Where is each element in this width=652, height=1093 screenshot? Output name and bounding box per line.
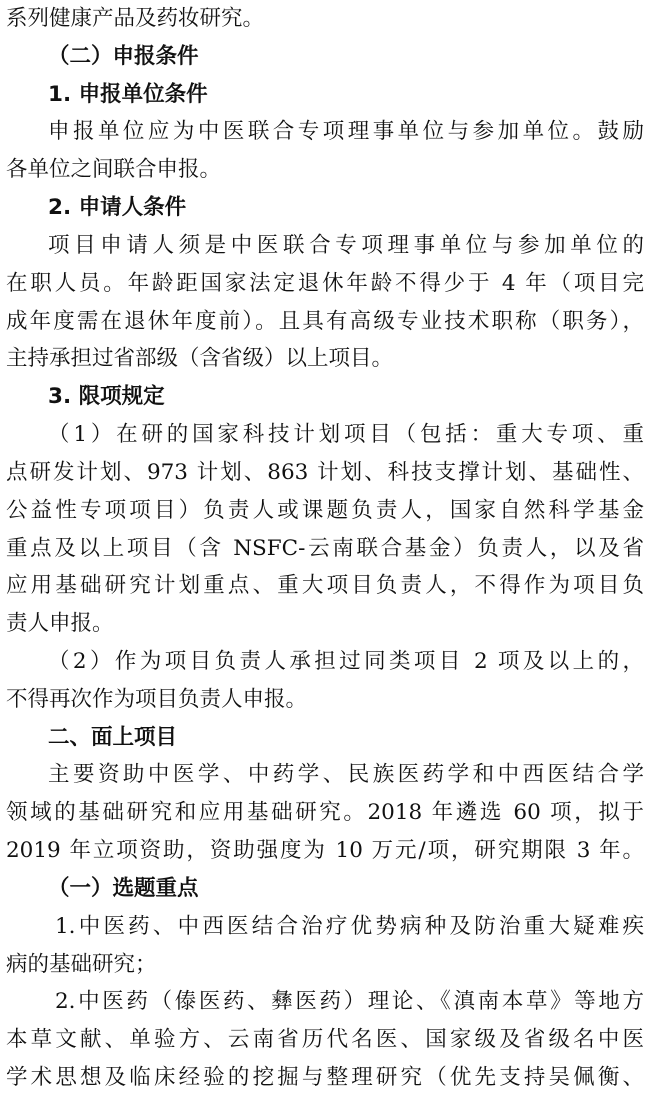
paragraph-line: 主要资助中医学、中药学、民族医药学和中西医结合学 xyxy=(48,762,644,787)
paragraph-line: 申报单位应为中医联合专项理事单位与参加单位。鼓励 xyxy=(48,119,644,144)
paragraph-line: 各单位之间联合申报。 xyxy=(6,157,222,182)
paragraph-line: （1）在研的国家科技计划项目（包括：重大专项、重 xyxy=(48,422,644,447)
paragraph-line: 学术思想及临床经验的挖掘与整理研究（优先支持吴佩衡、 xyxy=(6,1065,644,1090)
paragraph-line: 重点及以上项目（含 NSFC-云南联合基金）负责人，以及省 xyxy=(6,536,644,561)
paragraph-line: 项目申请人须是中医联合专项理事单位与参加单位的 xyxy=(48,233,644,258)
paragraph-line: 2019 年立项资助，资助强度为 10 万元/项，研究期限 3 年。 xyxy=(6,838,644,863)
paragraph-line: 主持承担过省部级（含省级）以上项目。 xyxy=(6,346,394,371)
paragraph-line: 公益性专项项目）负责人或课题负责人，国家自然科学基金 xyxy=(6,498,644,523)
paragraph-line: 责人申报。 xyxy=(6,611,114,636)
paragraph-line: 成年度需在退休年度前）。且具有高级专业技术职称（职务）， xyxy=(6,309,644,334)
paragraph-line: 应用基础研究计划重点、重大项目负责人，不得作为项目负 xyxy=(6,573,644,598)
subsection-heading: 1. 申报单位条件 xyxy=(48,82,208,107)
paragraph-line: （2）作为项目负责人承担过同类项目 2 项及以上的， xyxy=(48,649,644,674)
paragraph-line: 点研发计划、973 计划、863 计划、科技支撑计划、基础性、 xyxy=(6,460,644,485)
paragraph-line: 本草文献、单验方、云南省历代名医、国家级及省级名中医 xyxy=(6,1027,644,1052)
section-heading: （二）申报条件 xyxy=(48,44,199,69)
paragraph-line: 2.中医药（傣医药、彝医药）理论、《滇南本草》等地方 xyxy=(55,989,644,1014)
paragraph-line: 领域的基础研究和应用基础研究。2018 年遴选 60 项，拟于 xyxy=(6,800,644,825)
text-line: 系列健康产品及药妆研究。 xyxy=(6,6,265,31)
subsection-heading: 2. 申请人条件 xyxy=(48,195,187,220)
section-heading: （一）选题重点 xyxy=(48,876,199,901)
paragraph-line: 不得再次作为项目负责人申报。 xyxy=(6,687,308,712)
paragraph-line: 病的基础研究； xyxy=(6,952,157,977)
paragraph-line: 1.中医药、中西医结合治疗优势病种及防治重大疑难疾 xyxy=(55,914,644,939)
paragraph-line: 在职人员。年龄距国家法定退休年龄不得少于 4 年（项目完 xyxy=(6,271,644,296)
subsection-heading: 3. 限项规定 xyxy=(48,384,165,409)
section-heading: 二、面上项目 xyxy=(48,725,178,750)
